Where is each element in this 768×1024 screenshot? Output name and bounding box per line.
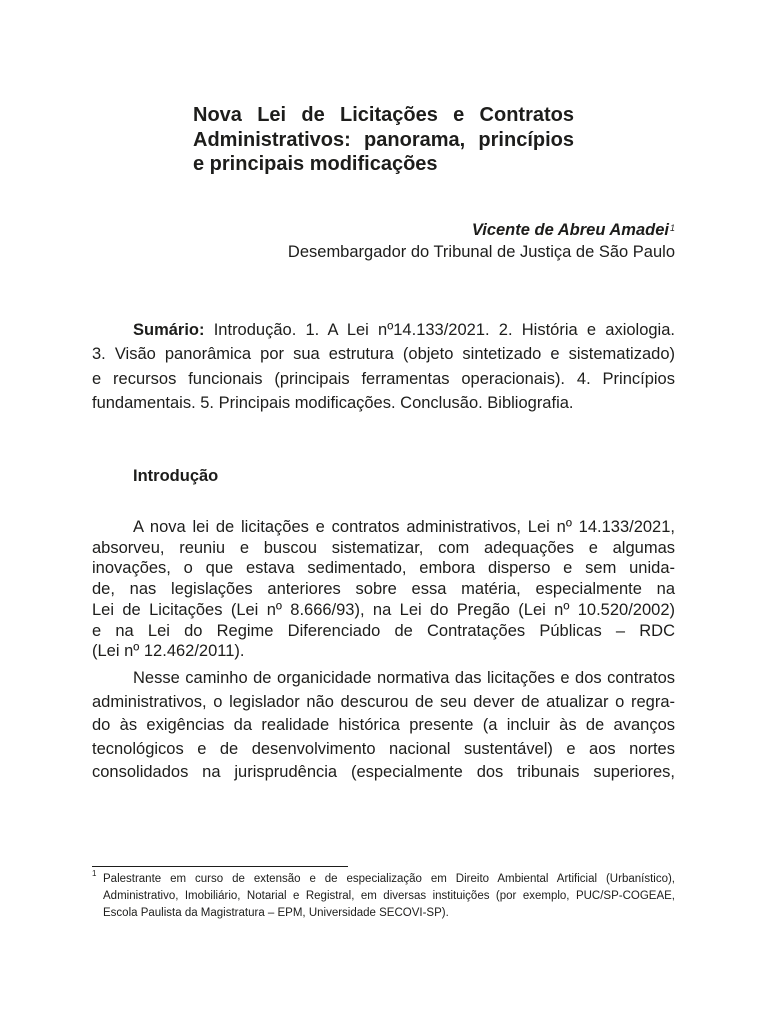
title-line: Nova Lei de Licitações e Contratos: [193, 104, 574, 126]
footnote-marker: 1: [92, 869, 97, 878]
footnote-reference: 1: [669, 223, 675, 233]
summary-paragraph: [92, 318, 675, 415]
paragraph-line: consolidados na jurisprudência (especialmente dos tribunais superiores,: [92, 763, 675, 782]
paragraph-line: e na Lei do Regime Diferenciado de Contratações Públicas – RDC: [92, 621, 675, 640]
author-name: [195, 219, 675, 241]
footnote-divider: [92, 866, 348, 867]
paragraph-line: Lei de Licitações (Lei nº 8.666/93), na Lei do Pregão (Lei nº 10.520/2002): [92, 600, 675, 619]
paragraph: [92, 517, 675, 662]
author-block: [195, 219, 675, 263]
summary-line: [92, 318, 675, 342]
article-title: [193, 103, 574, 177]
paragraph-line: A nova lei de licitações e contratos administrativos, Lei nº 14.133/2021,: [133, 518, 675, 536]
summary-line: e recursos funcionais (principais ferramentas operacionais). 4. Princípios: [92, 369, 675, 388]
paragraph-line: Nesse caminho de organicidade normativa das licitações e dos contratos: [133, 669, 675, 687]
summary-line-text: Introdução. 1. A Lei nº14.133/2021. 2. História e axiologia.: [213, 321, 675, 339]
title-line: e principais modificações: [193, 153, 438, 175]
section-heading: Introdução: [133, 467, 219, 485]
paragraph-line: inovações, o que estava sedimentado, embora disperso e sem unida-: [92, 559, 675, 578]
footnote-line: Administrativo, Imobiliário, Notarial e Registral, em diversas instituições (por exemplo, PUC/SP-COGEAE,: [103, 890, 675, 902]
paragraph: [92, 667, 675, 785]
paragraph-line: do às exigências da realidade histórica presente (a incluir às de avanços: [92, 716, 675, 735]
paragraph-line: absorveu, reuniu e buscou sistematizar, com adequações e algumas: [92, 538, 675, 557]
paragraph-line: tecnológicos e de desenvolvimento nacional sustentável) e aos nortes: [92, 739, 675, 758]
footnote-line: Palestrante em curso de extensão e de especialização em Direito Ambiental Artificial (Urbanístico),: [103, 873, 675, 885]
title-line: Administrativos: panorama, princípios: [193, 128, 574, 151]
author-name-text: Vicente de Abreu Amadei: [471, 221, 669, 239]
footnote: [92, 871, 675, 922]
footnote-line: Escola Paulista da Magistratura – EPM, Universidade SECOVI-SP).: [103, 907, 449, 919]
author-role: Desembargador do Tribunal de Justiça de São Paulo: [287, 243, 675, 261]
summary-label: Sumário:: [133, 321, 205, 339]
paragraph-line: administrativos, o legislador não descurou de seu dever de atualizar o regra-: [92, 692, 675, 711]
footnote-text: [103, 871, 675, 922]
summary-line: 3. Visão panorâmica por sua estrutura (objeto sintetizado e sistematizado): [92, 345, 675, 364]
paragraph-line: (Lei nº 12.462/2011).: [92, 642, 245, 661]
summary-line: fundamentais. 5. Principais modificações. Conclusão. Bibliografia.: [92, 393, 574, 412]
paragraph-line: de, nas legislações anteriores sobre essa matéria, especialmente na: [92, 580, 675, 599]
